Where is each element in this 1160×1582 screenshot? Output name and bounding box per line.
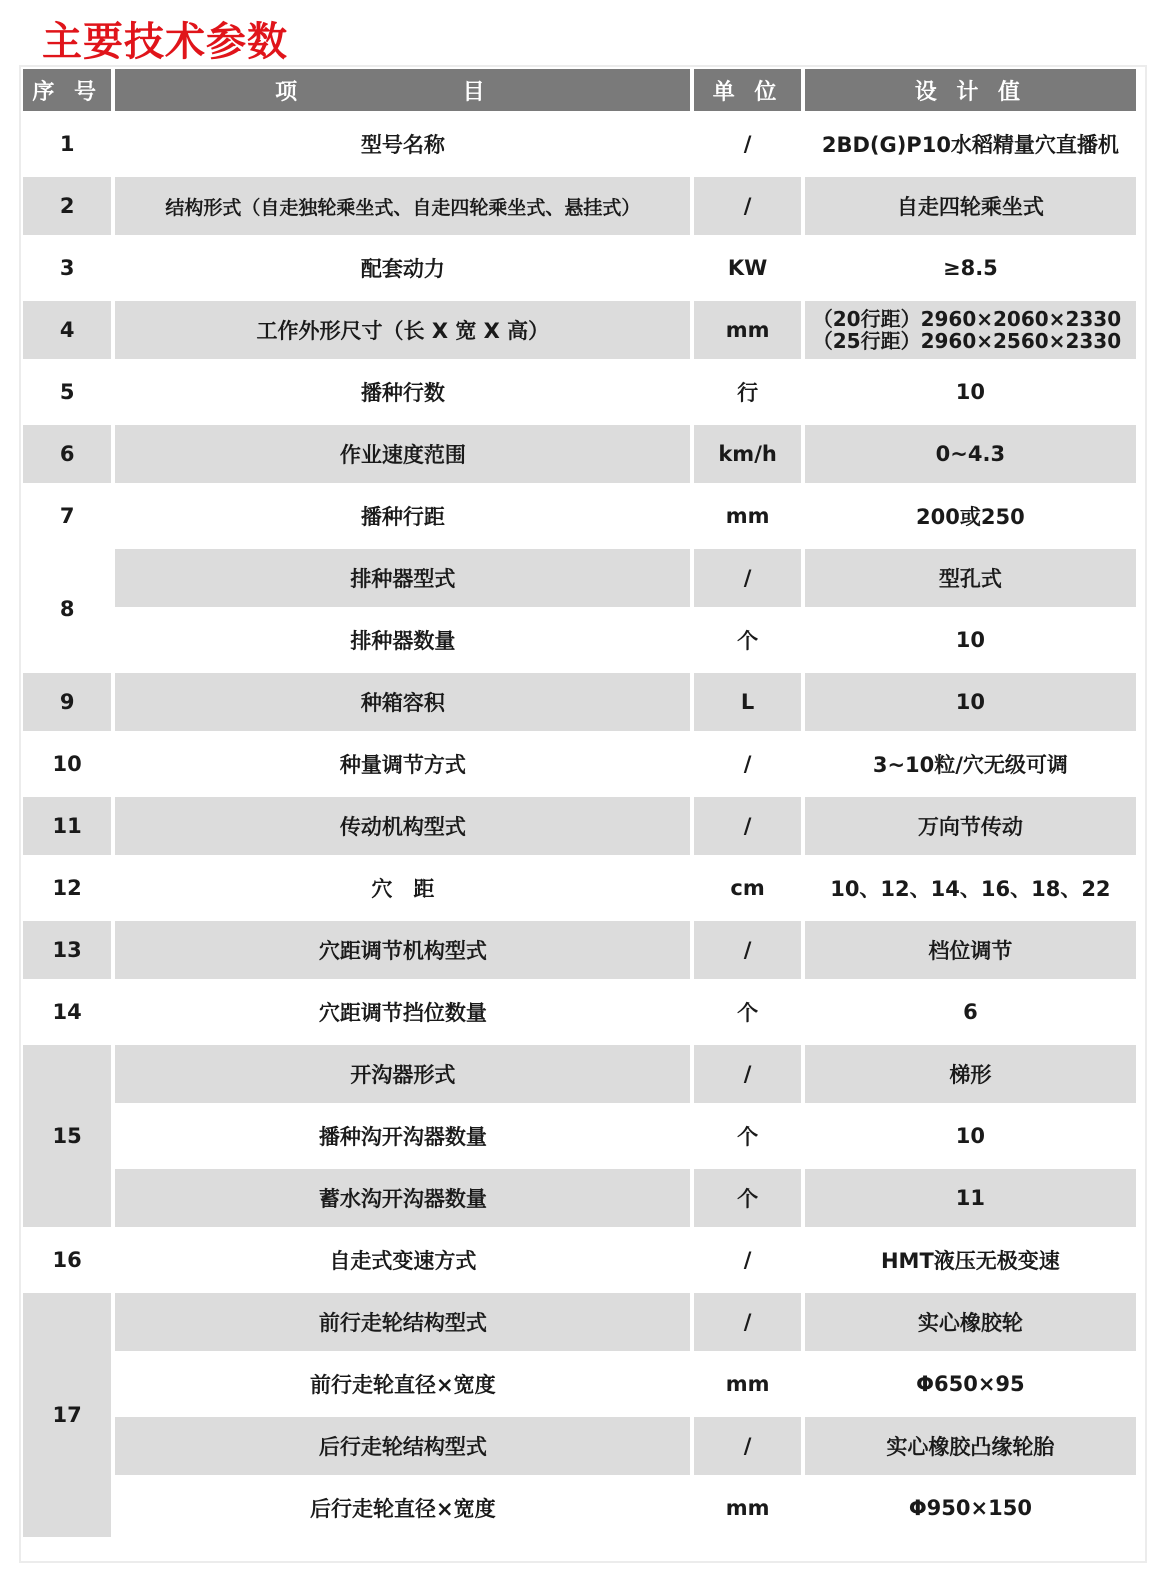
page-title: 主要技术参数: [42, 19, 288, 65]
row-value: 200或250: [916, 505, 1025, 529]
header-row: [23, 69, 1136, 111]
table-row: [23, 1107, 1136, 1165]
row-item: 前行走轮直径×宽度: [310, 1373, 496, 1397]
row-no: 1: [59, 132, 75, 156]
row-item: 配套动力: [360, 257, 445, 281]
row-value: 10: [955, 1124, 985, 1148]
row-item: 前行走轮结构型式: [115, 1293, 690, 1351]
row-item: 播种行距: [360, 505, 445, 529]
row-item: 作业速度范围: [115, 425, 690, 483]
row-item: 播种行数: [360, 381, 445, 405]
row-item: 种量调节方式: [339, 753, 466, 777]
table-row: [23, 797, 1136, 855]
row-unit: /: [694, 1045, 800, 1103]
row-unit: /: [694, 1417, 800, 1475]
row-value: 型孔式: [805, 549, 1136, 607]
table-row: [23, 177, 1136, 235]
row-value: 实心橡胶凸缘轮胎: [805, 1417, 1136, 1475]
row-item: 排种器数量: [350, 629, 456, 653]
row-unit: /: [694, 797, 800, 855]
row-no: 12: [52, 876, 82, 900]
row-no: 6: [23, 425, 111, 483]
row-no: 15: [23, 1045, 111, 1227]
row-item: 种箱容积: [115, 673, 690, 731]
row-unit: /: [743, 132, 752, 156]
row-value: 10、12、14、16、18、22: [830, 877, 1111, 901]
row-item: 传动机构型式: [115, 797, 690, 855]
row-unit: mm: [725, 1496, 770, 1520]
row-value: 梯形: [805, 1045, 1136, 1103]
table-row: [23, 1355, 1136, 1413]
row-unit: /: [694, 1293, 800, 1351]
table-row: [23, 983, 1136, 1041]
row-no: 5: [59, 380, 75, 404]
row-value: 档位调节: [805, 921, 1136, 979]
row-value-line: （25行距）2960×2560×2330: [812, 329, 1122, 353]
row-no: 7: [59, 504, 75, 528]
table-row: [23, 549, 1136, 607]
table-row: [23, 859, 1136, 917]
table-row: [23, 301, 1136, 359]
table-row: [23, 921, 1136, 979]
row-value: Φ650×95: [916, 1372, 1025, 1396]
table-row: [23, 115, 1136, 173]
header-item-b: 目: [462, 79, 491, 105]
table-row: [23, 611, 1136, 669]
row-item: 工作外形尺寸（长 X 宽 X 高）: [115, 301, 690, 359]
row-no: 10: [52, 752, 82, 776]
row-value: [805, 301, 1136, 359]
table-row: [23, 735, 1136, 793]
row-unit: mm: [694, 301, 800, 359]
row-value: 0~4.3: [805, 425, 1136, 483]
row-unit: 个: [737, 629, 759, 653]
table-row: [23, 425, 1136, 483]
table-row: [23, 239, 1136, 297]
table-row: [23, 673, 1136, 731]
row-item: 排种器型式: [115, 549, 690, 607]
row-value: 10: [955, 628, 985, 652]
row-unit: mm: [725, 504, 770, 528]
row-value: 万向节传动: [805, 797, 1136, 855]
row-unit: /: [694, 549, 800, 607]
row-no: 3: [59, 256, 75, 280]
table-row: [23, 1169, 1136, 1227]
row-value: Φ950×150: [908, 1496, 1032, 1520]
row-unit: 行: [737, 381, 759, 405]
row-item: 穴距调节机构型式: [115, 921, 690, 979]
row-unit: /: [694, 177, 800, 235]
header-value: 设 计 值: [805, 69, 1136, 111]
row-value: 2BD(G)P10水稻精量穴直播机: [821, 133, 1119, 157]
row-unit: cm: [730, 876, 765, 900]
row-unit: /: [743, 752, 752, 776]
row-value: 10: [805, 673, 1136, 731]
row-no: 11: [23, 797, 111, 855]
row-item: 后行走轮结构型式: [115, 1417, 690, 1475]
row-unit: /: [743, 1248, 752, 1272]
row-item: 播种沟开沟器数量: [318, 1125, 487, 1149]
row-unit: km/h: [694, 425, 800, 483]
row-no: 14: [52, 1000, 82, 1024]
row-item: 型号名称: [360, 133, 445, 157]
row-item: 穴 距: [371, 877, 435, 901]
row-unit: 个: [737, 1125, 759, 1149]
row-unit: KW: [727, 256, 768, 280]
row-unit: 个: [694, 1169, 800, 1227]
row-value: 实心橡胶轮: [805, 1293, 1136, 1351]
row-unit: /: [694, 921, 800, 979]
row-no: 16: [52, 1248, 82, 1272]
table-row: [23, 1293, 1136, 1351]
table-row: [23, 487, 1136, 545]
row-value: 自走四轮乘坐式: [805, 177, 1136, 235]
row-item: 自走式变速方式: [329, 1249, 477, 1273]
row-value: 6: [963, 1000, 978, 1024]
table-row: [23, 1231, 1136, 1289]
row-item: 穴距调节挡位数量: [318, 1001, 487, 1025]
row-no: 13: [23, 921, 111, 979]
row-unit: L: [694, 673, 800, 731]
header-unit: 单 位: [694, 69, 800, 111]
row-value: 10: [955, 380, 985, 404]
header-item-a: 项: [275, 79, 304, 105]
row-value: 11: [805, 1169, 1136, 1227]
row-no: 4: [23, 301, 111, 359]
header-item: [115, 69, 690, 111]
row-unit: 个: [737, 1001, 759, 1025]
row-no: 2: [23, 177, 111, 235]
row-item: 蓄水沟开沟器数量: [115, 1169, 690, 1227]
row-value-line: （20行距）2960×2060×2330: [812, 307, 1122, 331]
table-row: [23, 1045, 1136, 1103]
spec-table-container: [19, 65, 1147, 1563]
spec-table: [19, 65, 1140, 1541]
row-item: 开沟器形式: [115, 1045, 690, 1103]
row-item: 后行走轮直径×宽度: [310, 1497, 496, 1521]
table-row: [23, 1479, 1136, 1537]
table-row: [23, 1417, 1136, 1475]
row-value: HMT液压无极变速: [880, 1249, 1060, 1273]
row-no: 17: [23, 1293, 111, 1537]
row-value: 3~10粒/穴无级可调: [872, 753, 1068, 777]
header-no: 序 号: [23, 69, 111, 111]
row-item: 结构形式（自走独轮乘坐式、自走四轮乘坐式、悬挂式）: [115, 177, 690, 235]
row-no: 8: [23, 549, 111, 669]
table-row: [23, 363, 1136, 421]
row-value: ≥8.5: [942, 256, 998, 280]
row-no: 9: [23, 673, 111, 731]
row-unit: mm: [725, 1372, 770, 1396]
